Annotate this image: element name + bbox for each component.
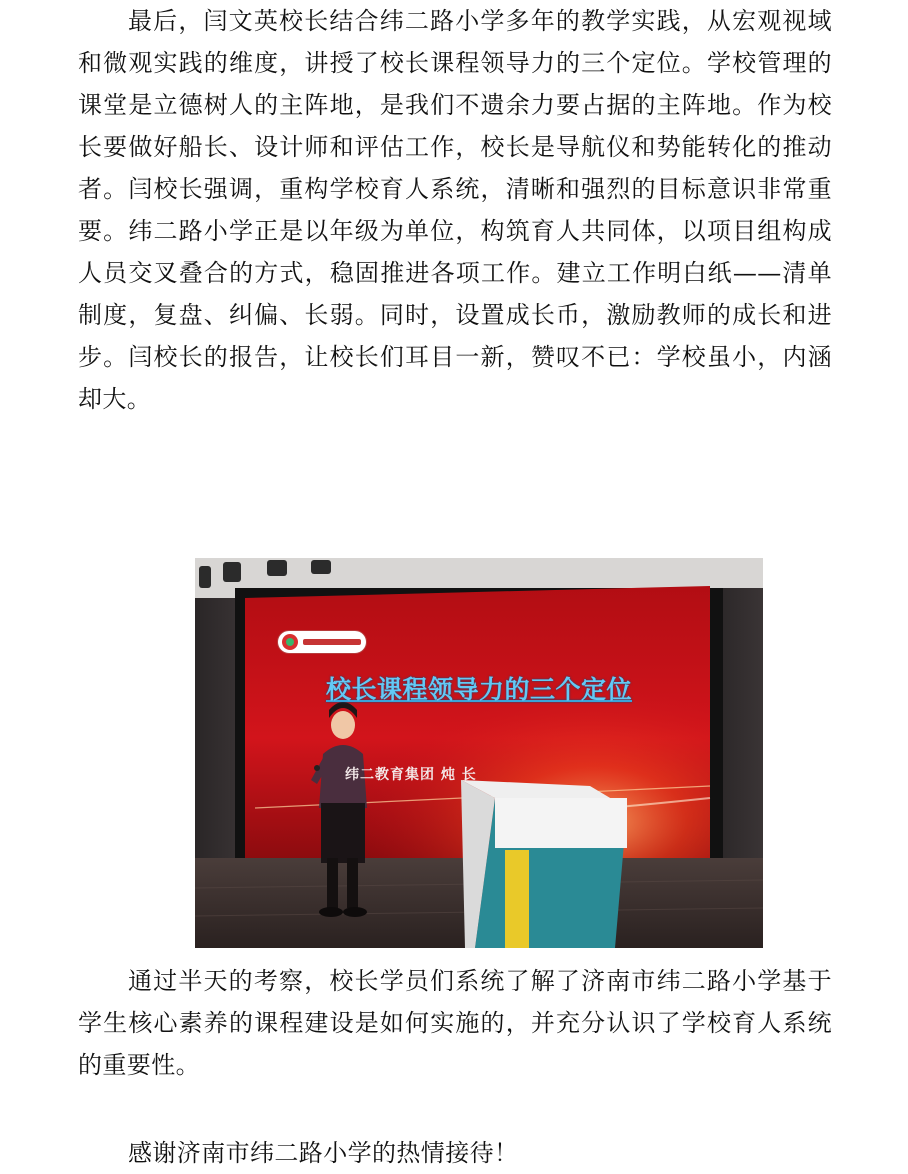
paragraph: 最后，闫文英校长结合纬二路小学多年的教学实践，从宏观视域和微观实践的维度，讲授了校长课程领导力的三个定位。学校管理的课堂是立德树人的主阵地，是我们不遗余力要占据的主阵地。作为校长要做好船长、设计师和评估工作，校长是导航仪和势能转化的推动者。闫校长强调，重构学校育人系统，清晰和强烈的目标意识非常重要。纬二路小学正是以年级为单位，构筑育人共同体，以项目组构成人员交叉叠合的方式，稳固推进各项工作。建立工作明白纸——清单制度，复盘、纠偏、长弱。同时，设置成长币，激励教师的成长和进步。闫校长的报告，让校长们耳目一新，赞叹不已：学校虽小，内涵却大。 bbox=[78, 7, 832, 413]
school-logo bbox=[277, 630, 367, 654]
closing-line: 感谢济南市纬二路小学的热情接待！ bbox=[128, 1139, 519, 1167]
ceiling-light-icon bbox=[223, 562, 241, 582]
ceiling-light-icon bbox=[267, 560, 287, 576]
lecture-photo bbox=[195, 558, 763, 948]
podium bbox=[461, 780, 627, 948]
podium-stripe bbox=[505, 850, 529, 948]
logo-emblem-icon bbox=[282, 634, 298, 650]
microphone-icon bbox=[314, 765, 320, 771]
logo-wordmark bbox=[303, 639, 361, 645]
ceiling-light-icon bbox=[311, 560, 331, 574]
photo-scene bbox=[195, 558, 763, 948]
slide-title: 校长课程领导力的三个定位 bbox=[325, 675, 632, 704]
slide-subtitle: 纬二教育集团 炖 长 bbox=[345, 767, 477, 783]
paragraph: 通过半天的考察，校长学员们系统了解了济南市纬二路小学基于学生核心素养的课程建设是如何实施的，并充分认识了学校育人系统的重要性。 bbox=[78, 967, 832, 1079]
ceiling-light-icon bbox=[199, 566, 211, 588]
